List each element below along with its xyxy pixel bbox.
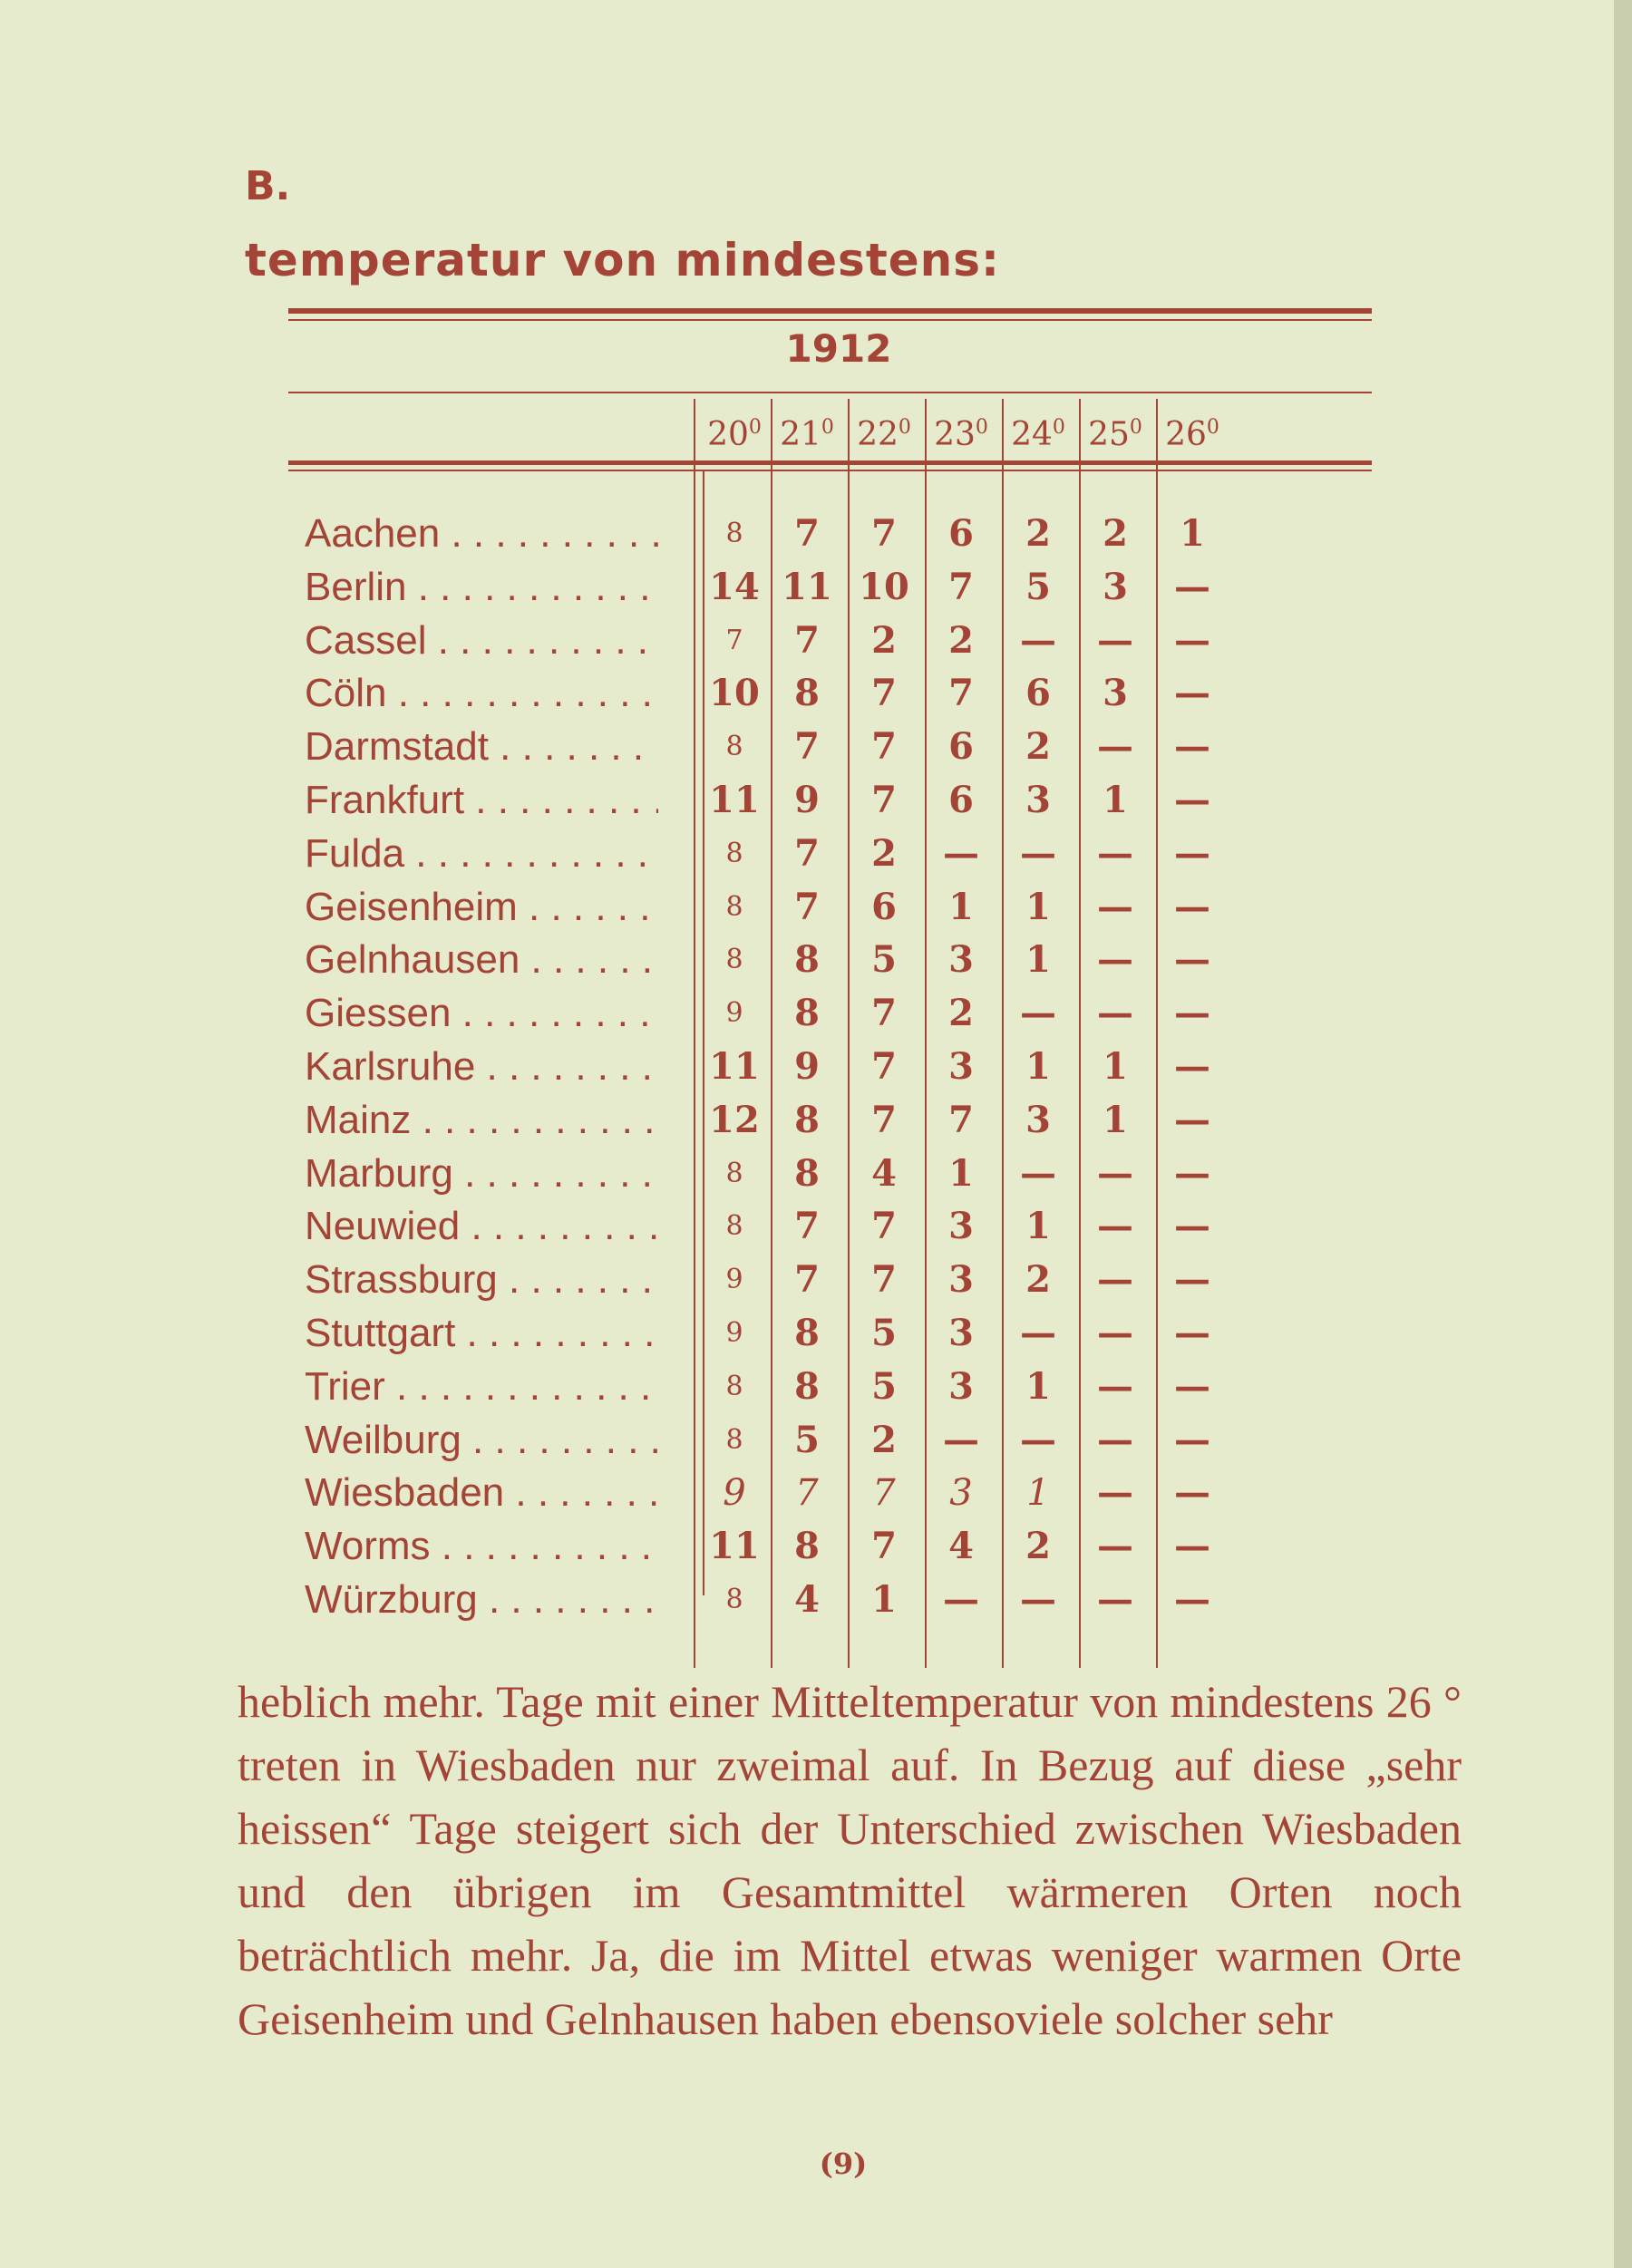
- table-cell: 14: [709, 566, 760, 608]
- column-header-value: 25: [1088, 416, 1130, 453]
- table-cell: 3: [948, 1045, 974, 1088]
- table-row: [0, 721, 1614, 773]
- table-cell: 7: [794, 1258, 820, 1301]
- column-header-value: 22: [857, 416, 899, 453]
- table-cell: —: [1097, 938, 1133, 981]
- table-cell: 7: [871, 779, 897, 821]
- table-cell: 7: [871, 672, 897, 714]
- table-row: [0, 508, 1614, 560]
- header-rule-thin: [288, 470, 1372, 471]
- table-cell: 1: [1103, 1045, 1128, 1088]
- table-cell: 7: [725, 625, 743, 656]
- table-cell: 3: [948, 1365, 974, 1408]
- table-cell: 5: [871, 1312, 897, 1354]
- city-name: Darmstadt . . .: [305, 721, 658, 773]
- table-cell: 7: [948, 566, 974, 608]
- table-cell: 1: [871, 1578, 897, 1621]
- table-cell: —: [1174, 1152, 1210, 1195]
- table-cell: 5: [871, 938, 897, 981]
- table-cell: 1: [1025, 1365, 1051, 1408]
- column-header-value: 26: [1165, 416, 1207, 453]
- table-cell: 7: [871, 1045, 897, 1088]
- table-cell: 8: [725, 1158, 743, 1189]
- city-name: Berlin . . .: [305, 561, 658, 614]
- column-header-value: 23: [934, 416, 976, 453]
- table-cell: 7: [871, 1258, 897, 1301]
- table-cell: 2: [948, 992, 974, 1034]
- table-cell: —: [943, 1419, 979, 1461]
- table-cell: 4: [871, 1152, 897, 1195]
- table-row: [0, 828, 1614, 880]
- table-cell: 1: [1025, 886, 1051, 928]
- table-cell: 7: [794, 1205, 820, 1247]
- table-cell: 2: [948, 619, 974, 662]
- degree-mark: 0: [1206, 416, 1219, 439]
- table-cell: 7: [948, 672, 974, 714]
- city-name: Wiesbaden . . .: [305, 1467, 658, 1519]
- table-cell: 6: [871, 886, 897, 928]
- table-cell: 2: [1025, 1258, 1051, 1301]
- table-cell: —: [1020, 1578, 1056, 1621]
- table-cell: 2: [1025, 725, 1051, 768]
- city-name: Trier . . .: [305, 1361, 658, 1413]
- column-header-23: [925, 405, 997, 451]
- body-paragraph: [238, 1670, 1462, 2050]
- table-row: [0, 1200, 1614, 1253]
- table-cell: 2: [1025, 512, 1051, 555]
- table-cell: 5: [794, 1419, 820, 1461]
- column-header-21: [771, 405, 843, 451]
- table-row: [0, 1414, 1614, 1467]
- table-cell: 8: [794, 992, 820, 1034]
- table-cell: —: [1174, 992, 1210, 1034]
- table-cell: 8: [794, 938, 820, 981]
- table-cell: —: [1097, 1525, 1133, 1567]
- table-cell: —: [1174, 938, 1210, 981]
- table-cell: 3: [948, 1205, 974, 1247]
- table-cell: 2: [1103, 512, 1128, 555]
- table-cell: 3: [1025, 1099, 1051, 1141]
- degree-mark: 0: [1129, 416, 1142, 439]
- table-cell: 8: [725, 1584, 743, 1615]
- table-cell: 8: [725, 1424, 743, 1456]
- table-cell: 8: [794, 1365, 820, 1408]
- table-cell: 9: [725, 1317, 743, 1349]
- table-cell: 7: [871, 1099, 897, 1141]
- table-cell: 2: [871, 619, 897, 662]
- table-row: [0, 1361, 1614, 1413]
- table-row: [0, 881, 1614, 934]
- table-cell: 7: [871, 1205, 897, 1247]
- city-name: Stuttgart . . .: [305, 1307, 658, 1360]
- city-name: Giessen . . .: [305, 987, 658, 1040]
- degree-mark: 0: [898, 416, 911, 439]
- city-name: Geisenheim . . .: [305, 881, 658, 934]
- table-cell: —: [1174, 832, 1210, 875]
- city-name: Fulda . . .: [305, 828, 658, 880]
- table-cell: —: [1097, 1419, 1133, 1461]
- table-cell: —: [1097, 1312, 1133, 1354]
- table-cell: —: [1020, 1152, 1056, 1195]
- table-cell: —: [1020, 1312, 1056, 1354]
- table-cell: 7: [872, 1472, 896, 1514]
- table-cell: 1: [1025, 1205, 1051, 1247]
- table-cell: —: [1097, 1152, 1133, 1195]
- table-row: [0, 1307, 1614, 1360]
- table-cell: 3: [948, 1258, 974, 1301]
- table-cell: 7: [794, 725, 820, 768]
- table-cell: 8: [725, 518, 743, 549]
- table-row: [0, 615, 1614, 667]
- degree-mark: 0: [821, 416, 834, 439]
- table-cell: —: [1174, 1525, 1210, 1567]
- table-cell: —: [1174, 1258, 1210, 1301]
- table-cell: 7: [794, 512, 820, 555]
- table-cell: —: [1097, 1365, 1133, 1408]
- table-cell: 3: [1025, 779, 1051, 821]
- table-cell: 7: [794, 832, 820, 875]
- column-header-value: 20: [707, 416, 749, 453]
- table-heading: temperatur von mindestens:: [245, 234, 1000, 286]
- table-cell: 1: [1025, 938, 1051, 981]
- table-row: [0, 1094, 1614, 1147]
- table-cell: 8: [794, 1099, 820, 1141]
- table-cell: 11: [709, 779, 760, 821]
- table-cell: 8: [725, 1371, 743, 1402]
- heading-rule-thin: [288, 319, 1372, 321]
- column-header-value: 24: [1011, 416, 1053, 453]
- table-row: [0, 1041, 1614, 1093]
- table-cell: —: [1174, 1312, 1210, 1354]
- city-name: Karlsruhe . . .: [305, 1041, 658, 1093]
- table-cell: 1: [1026, 1472, 1050, 1514]
- table-cell: —: [1020, 992, 1056, 1034]
- table-row: [0, 667, 1614, 720]
- table-cell: 3: [1103, 566, 1128, 608]
- table-cell: —: [1020, 619, 1056, 662]
- table-cell: —: [1174, 619, 1210, 662]
- table-row: [0, 987, 1614, 1040]
- table-cell: 9: [794, 1045, 820, 1088]
- table-row: [0, 1574, 1614, 1626]
- table-cell: 4: [794, 1578, 820, 1621]
- table-cell: —: [1097, 832, 1133, 875]
- table-cell: —: [1174, 886, 1210, 928]
- table-cell: 7: [795, 1472, 819, 1514]
- table-cell: —: [1097, 1578, 1133, 1621]
- column-header-22: [848, 405, 920, 451]
- table-cell: 11: [709, 1525, 760, 1567]
- table-cell: 8: [725, 838, 743, 869]
- city-name: Frankfurt . . .: [305, 774, 658, 827]
- table-cell: 7: [871, 725, 897, 768]
- degree-mark: 0: [1052, 416, 1065, 439]
- table-cell: —: [1174, 566, 1210, 608]
- table-cell: 7: [948, 1099, 974, 1141]
- table-cell: —: [1174, 1205, 1210, 1247]
- table-cell: —: [1174, 1578, 1210, 1621]
- table-cell: —: [1097, 1471, 1133, 1514]
- page-number: (9): [819, 2147, 868, 2181]
- column-header-20: [698, 405, 771, 451]
- city-name: Weilburg . . .: [305, 1414, 658, 1467]
- table-cell: 8: [725, 944, 743, 975]
- table-cell: —: [943, 1578, 979, 1621]
- column-header-25: [1079, 405, 1151, 451]
- city-name: Gelnhausen . . .: [305, 934, 658, 986]
- table-cell: 9: [725, 997, 743, 1029]
- table-cell: —: [1174, 1099, 1210, 1141]
- city-name: Worms . . .: [305, 1520, 658, 1573]
- table-cell: —: [1097, 1258, 1133, 1301]
- table-cell: 9: [723, 1472, 746, 1514]
- table-cell: —: [1020, 1419, 1056, 1461]
- table-cell: 3: [1103, 672, 1128, 714]
- table-cell: —: [1097, 992, 1133, 1034]
- table-cell: 7: [871, 1525, 897, 1567]
- degree-mark: 0: [748, 416, 762, 439]
- table-cell: 3: [948, 1312, 974, 1354]
- table-cell: 5: [1025, 566, 1051, 608]
- table-cell: 8: [794, 672, 820, 714]
- table-cell: 2: [1025, 1525, 1051, 1567]
- table-cell: 12: [709, 1099, 760, 1141]
- table-year: 1912: [785, 326, 892, 371]
- heading-rule-thick: [288, 308, 1372, 314]
- table-row: [0, 1467, 1614, 1519]
- table-row: [0, 1148, 1614, 1200]
- table-cell: 9: [794, 779, 820, 821]
- table-cell: 6: [1025, 672, 1051, 714]
- table-cell: —: [1174, 1365, 1210, 1408]
- city-name: Cassel . . .: [305, 615, 658, 667]
- table-row: [0, 934, 1614, 986]
- table-cell: —: [1097, 886, 1133, 928]
- degree-mark: 0: [975, 416, 988, 439]
- table-cell: 7: [794, 619, 820, 662]
- table-cell: 7: [794, 886, 820, 928]
- column-header-value: 21: [780, 416, 821, 453]
- table-row: [0, 1254, 1614, 1306]
- table-cell: 11: [782, 566, 832, 608]
- table-cell: —: [1174, 1419, 1210, 1461]
- table-cell: —: [1174, 672, 1210, 714]
- table-cell: 3: [949, 1472, 973, 1514]
- table-cell: 10: [709, 672, 760, 714]
- table-row: [0, 561, 1614, 614]
- city-name: Marburg . . .: [305, 1148, 658, 1200]
- table-cell: 1: [948, 886, 974, 928]
- city-name: Cöln . . .: [305, 667, 658, 720]
- table-cell: 7: [871, 512, 897, 555]
- table-cell: 1: [1025, 1045, 1051, 1088]
- table-cell: 2: [871, 1419, 897, 1461]
- table-cell: 10: [859, 566, 909, 608]
- table-cell: 9: [725, 1264, 743, 1295]
- table-cell: 7: [871, 992, 897, 1034]
- table-cell: 8: [794, 1312, 820, 1354]
- table-cell: 2: [871, 832, 897, 875]
- city-name: Strassburg . . .: [305, 1254, 658, 1306]
- table-cell: 1: [948, 1152, 974, 1195]
- table-cell: 8: [725, 891, 743, 923]
- table-cell: 6: [948, 512, 974, 555]
- table-cell: —: [1174, 1045, 1210, 1088]
- table-cell: 4: [948, 1525, 974, 1567]
- table-cell: 8: [725, 1210, 743, 1242]
- table-cell: 6: [948, 779, 974, 821]
- table-cell: —: [1174, 779, 1210, 821]
- table-cell: 11: [709, 1045, 760, 1088]
- table-cell: 5: [871, 1365, 897, 1408]
- table-row: [0, 1520, 1614, 1573]
- column-header-26: [1156, 405, 1229, 451]
- table-cell: 8: [794, 1152, 820, 1195]
- table-cell: —: [1097, 1205, 1133, 1247]
- table-cell: —: [943, 832, 979, 875]
- section-letter: B.: [245, 163, 291, 209]
- table-cell: 8: [725, 731, 743, 762]
- table-cell: —: [1174, 1471, 1210, 1514]
- table-cell: —: [1097, 619, 1133, 662]
- table-row: [0, 774, 1614, 827]
- city-name: Würzburg . . .: [305, 1574, 658, 1626]
- table-cell: —: [1097, 725, 1133, 768]
- table-cell: —: [1174, 725, 1210, 768]
- table-cell: 1: [1180, 512, 1205, 555]
- city-name: Aachen . . .: [305, 508, 658, 560]
- city-name: Mainz . . .: [305, 1094, 658, 1147]
- table-cell: 1: [1103, 1099, 1128, 1141]
- header-rule-thick: [288, 460, 1372, 465]
- city-name: Neuwied . . .: [305, 1200, 658, 1253]
- table-cell: 6: [948, 725, 974, 768]
- table-cell: 3: [948, 938, 974, 981]
- table-cell: —: [1020, 832, 1056, 875]
- column-header-24: [1002, 405, 1074, 451]
- table-cell: 8: [794, 1525, 820, 1567]
- year-rule: [288, 392, 1372, 393]
- table-cell: 1: [1103, 779, 1128, 821]
- body-text: heblich mehr. Tage mit einer Mitteltemperatur von mindestens 26 ° treten in Wiesbaden nur zweimal auf. In Bezug auf diese „sehr heissen“ Tage steigert sich der Unterschied zwischen Wiesbaden und den übrigen im Gesamtmittel wärmeren Orten noch beträchtlich mehr. Ja, die im Mittel etwas weniger warmen Orte Geisenheim und Gelnhausen haben ebensoviele solcher sehr: [238, 1676, 1462, 2044]
